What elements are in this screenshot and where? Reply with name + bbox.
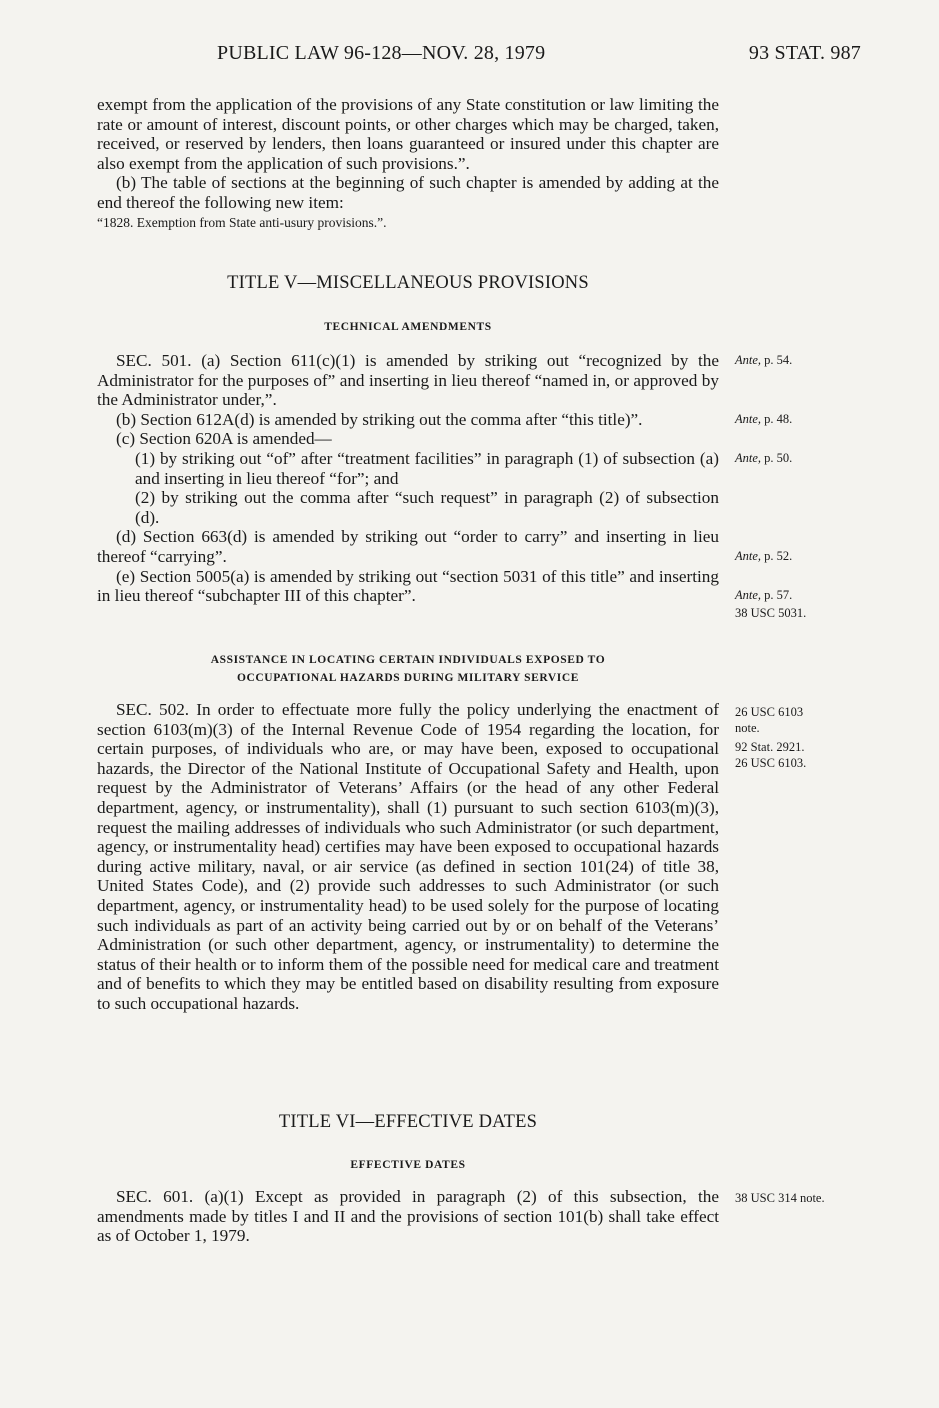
- page-header: [0, 42, 939, 72]
- margin-note-26-usc-6103: 26 USC 6103: [735, 705, 804, 719]
- locating-individuals-caption: [97, 651, 719, 687]
- margin-note-ante-52: Ante, p. 52.: [735, 549, 793, 563]
- title-vi-heading: TITLE VI—EFFECTIVE DATES: [278, 1112, 538, 1132]
- sec-501-d: (d) Section 663(d) is amended by striking out “order to carry” and inserting in lieu thereof “carrying”.: [97, 527, 719, 566]
- margin-note-ante-57: Ante, p. 57.: [735, 588, 793, 602]
- paragraph-b: (b) The table of sections at the beginning of such chapter is amended by adding at the end thereof the following new item:: [97, 173, 719, 212]
- caption-line-1: ASSISTANCE IN LOCATING CERTAIN INDIVIDUALS EXPOSED TO: [210, 654, 606, 666]
- margin-note-26-usc-6103-b: 26 USC 6103.: [735, 756, 807, 770]
- margin-note-38-usc-314: 38 USC 314 note.: [735, 1191, 825, 1205]
- sec-501-e: (e) Section 5005(a) is amended by striking out “section 5031 of this title” and inserting in lieu thereof “subchapter III of this chapter”.: [97, 566, 719, 606]
- section-601: [97, 1187, 719, 1246]
- title-v-heading: TITLE V—MISCELLANEOUS PROVISIONS: [227, 273, 589, 293]
- statute-page-number: 93 STAT. 987: [748, 42, 861, 64]
- section-501: [97, 351, 719, 606]
- margin-note-38-usc-5031: 38 USC 5031.: [735, 606, 807, 620]
- technical-amendments-caption: TECHNICAL AMENDMENTS: [324, 321, 492, 333]
- intro-block: [97, 95, 719, 232]
- effective-dates-caption: EFFECTIVE DATES: [350, 1159, 466, 1171]
- sec-501-b: (b) Section 612A(d) is amended by striking out the comma after “this title)”.: [116, 409, 643, 429]
- running-head-title: PUBLIC LAW 96-128—NOV. 28, 1979: [217, 42, 546, 64]
- section-502: [97, 700, 719, 1014]
- margin-note-92-stat-2921: 92 Stat. 2921.: [735, 740, 805, 754]
- sec-502: SEC. 502. In order to effectuate more fully the policy underlying the enactment of section 6103(m)(3) of the Internal Revenue Code of 1954 regarding the location, for certain purposes, of individuals who are, or may have been, exposed to occupational hazards, the Director of the National Institute of Occupational Safety and Health, upon request by the Administrator of Veterans’ Affairs (or the head of any other Federal department, agency, or instrumentality), shall (1) pursuant to such section 6103(m)(3), request the mailing addresses of individuals who such Administrator (or such department, agency, or instrumentality head) certifies may have been exposed to occupational hazards during active military, naval, or air service (as defined in section 101(24) of title 38, United States Code), and (2) provide such addresses to such Administrator (or such department, agency, or instrumentality head) to be used solely for the purpose of locating such individuals as part of an activity being carried out by or on behalf of the Veterans’ Administration (or such other department, agency, or instrumentality) to determine the status of their health or to inform them of the possible need for medical care and treatment and of benefits to which they may be entitled based on disability resulting from exposure to such occupational hazards.: [97, 700, 719, 1013]
- margin-note-ante-50: Ante, p. 50.: [735, 451, 793, 465]
- sec-501-c-1: (1) by striking out “of” after “treatment facilities” in paragraph (1) of subsection (a) and inserting in lieu thereof “for”; and: [135, 448, 719, 488]
- margin-note-ante-54: Ante, p. 54.: [735, 353, 793, 367]
- sec-501-c: (c) Section 620A is amended—: [116, 429, 332, 449]
- margin-note-ante-48: Ante, p. 48.: [735, 412, 793, 426]
- sec-601: SEC. 601. (a)(1) Except as provided in paragraph (2) of this subsection, the amendments made by titles I and II and the provisions of section 101(b) shall take effect as of October 1, 1979.: [97, 1187, 719, 1246]
- sec-501-a: SEC. 501. (a) Section 611(c)(1) is amended by striking out “recognized by the Administrator for the purposes of” and inserting in lieu thereof “named in, or approved by the Administrator under,”.: [97, 351, 719, 410]
- caption-line-2: OCCUPATIONAL HAZARDS DURING MILITARY SERVICE: [236, 672, 580, 684]
- new-section-item: “1828. Exemption from State anti-usury provisions.”.: [97, 214, 387, 230]
- sec-501-c-2: (2) by striking out the comma after “such request” in paragraph (2) of subsection (d).: [135, 488, 719, 527]
- continuation-paragraph: exempt from the application of the provisions of any State constitution or law limiting the rate or amount of interest, discount points, or other charges which may be charged, taken, received, or reserved by lenders, then loans guaranteed or insured under this chapter are also exempt from the application of such provisions.”.: [97, 95, 719, 173]
- margin-note-note: note.: [735, 721, 760, 735]
